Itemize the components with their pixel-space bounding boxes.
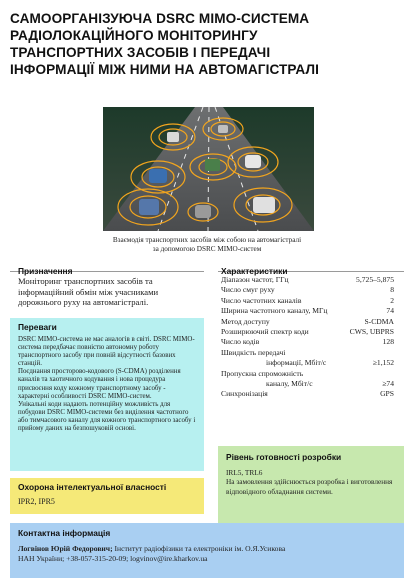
characteristics-table: [218, 275, 404, 400]
contact-section: [10, 523, 404, 578]
contact-title: Контактна інформація: [18, 528, 111, 538]
ip-title: Охорона інтелектуальної власності: [18, 482, 167, 492]
characteristic-value: [340, 348, 404, 358]
title-line: ІНФОРМАЦІЇ МІЖ НИМИ НА АВТОМАГІСТРАЛІ: [10, 62, 319, 77]
highway-image: [103, 107, 314, 231]
characteristic-value: ≥74: [382, 379, 394, 389]
readiness-section: [218, 446, 404, 524]
characteristic-label: Ширина частотного каналу, МГц: [221, 306, 328, 316]
title-line: ТРАНСПОРТНИХ ЗАСОБІВ І ПЕРЕДАЧІ: [10, 45, 271, 60]
contact-name: Логвінов Юрій Федорович;: [18, 544, 113, 553]
characteristic-label: Число кодів: [221, 337, 260, 347]
characteristic-label: Метод доступу: [221, 316, 270, 326]
characteristics-row: [218, 369, 404, 379]
characteristic-value: 2: [390, 295, 394, 305]
characteristics-row: [218, 285, 404, 295]
characteristic-label: Швидкість передачі: [221, 347, 286, 357]
characteristic-label: Синхронізація: [221, 389, 268, 399]
characteristic-label: каналу, Мбіт/с: [266, 379, 313, 389]
characteristics-row: [218, 337, 404, 347]
characteristics-section: [218, 258, 404, 400]
purpose-title: Призначення: [18, 266, 73, 276]
characteristics-row: [218, 296, 404, 306]
characteristic-label: Число частотних каналів: [221, 295, 302, 305]
advantages-paragraph: Поєднання просторово-кодового (S-CDMA) розділення каналів та хаотичного кодування і нова процедура присвоєння коду кожному транспортному засобу - характерні особливості DSRC MIMO-систем.: [18, 368, 181, 400]
page-title: [10, 10, 405, 78]
characteristic-label: Число смуг руху: [221, 285, 275, 295]
characteristic-label: інформації, Мбіт/с: [266, 358, 327, 368]
readiness-text: На замовлення здійснюється розробка і виготовлення відповідного обладнання системи.: [226, 477, 393, 496]
ip-text: IPR2, IPR5: [18, 497, 55, 506]
contact-institute: Інститут радіофізики та електроніки ім. О.Я.Усикова: [112, 544, 286, 553]
characteristic-value: [340, 369, 404, 379]
characteristic-label: Розширюючий спектр коди: [221, 327, 309, 337]
characteristics-row: [218, 327, 404, 337]
characteristics-row: [218, 275, 404, 285]
characteristic-value: 74: [386, 306, 394, 316]
advantages-section: [10, 318, 204, 471]
highway-illustration: [103, 107, 314, 231]
contact-details: НАН України; +38-057-315-20-09; logvinov@ire.kharkov.ua: [18, 554, 208, 564]
characteristic-value: GPS: [380, 389, 394, 399]
characteristics-title: Характеристики: [221, 266, 288, 276]
title-line: РАДІОЛОКАЦІЙНОГО МОНІТОРИНГУ: [10, 28, 258, 43]
readiness-level: IRL5, TRL6: [226, 468, 263, 477]
characteristics-row: [218, 306, 404, 316]
readiness-title: Рівень готовності розробки: [226, 452, 342, 462]
characteristics-row: [218, 348, 404, 358]
advantages-title: Переваги: [18, 322, 57, 332]
advantages-paragraph: DSRC MIMO-система не має аналогів в світі. DSRC MIMO-система передбачає повністю автономну роботу транспортного засобу при повній відсутності базових станцій.: [18, 336, 195, 368]
caption-line: за допомогою DSRC MIMO-систем: [152, 245, 262, 253]
purpose-text: Моніторинг транспортних засобів та інформаційний обмін між учасниками дорожнього руху на автомагістралі.: [18, 276, 159, 307]
characteristic-value: 8: [390, 285, 394, 295]
characteristic-value: CWS, UBPRS: [349, 327, 394, 337]
characteristics-row: [218, 389, 404, 399]
characteristic-value: ≥1,152: [372, 358, 394, 368]
characteristic-value: S-CDMA: [364, 316, 394, 326]
purpose-section: [10, 258, 204, 308]
characteristic-value: 5,725–5,875: [356, 275, 394, 284]
characteristics-row: [218, 379, 404, 389]
title-line: САМООРГАНІЗУЮЧА DSRC MIMO-СИСТЕМА: [10, 11, 310, 26]
characteristic-label: Діапазон частот, ГГц: [221, 275, 289, 284]
advantages-paragraph: Унікальні коди надають потенційну можливість для побудови DSRC MIMO-системи без виділення частотного або тимчасового каналу для кожного транспортного засобу і прийому даних на безпошуковій основі.: [18, 400, 196, 433]
characteristics-row: [218, 317, 404, 327]
characteristics-row: [218, 358, 404, 368]
characteristic-value: 128: [382, 337, 394, 347]
ip-section: [10, 478, 204, 514]
image-caption: [70, 236, 344, 254]
characteristic-label: Пропускна спроможність: [221, 368, 304, 378]
caption-line: Взаємодія транспортних засобів між собою на автомагістралі: [112, 236, 302, 244]
